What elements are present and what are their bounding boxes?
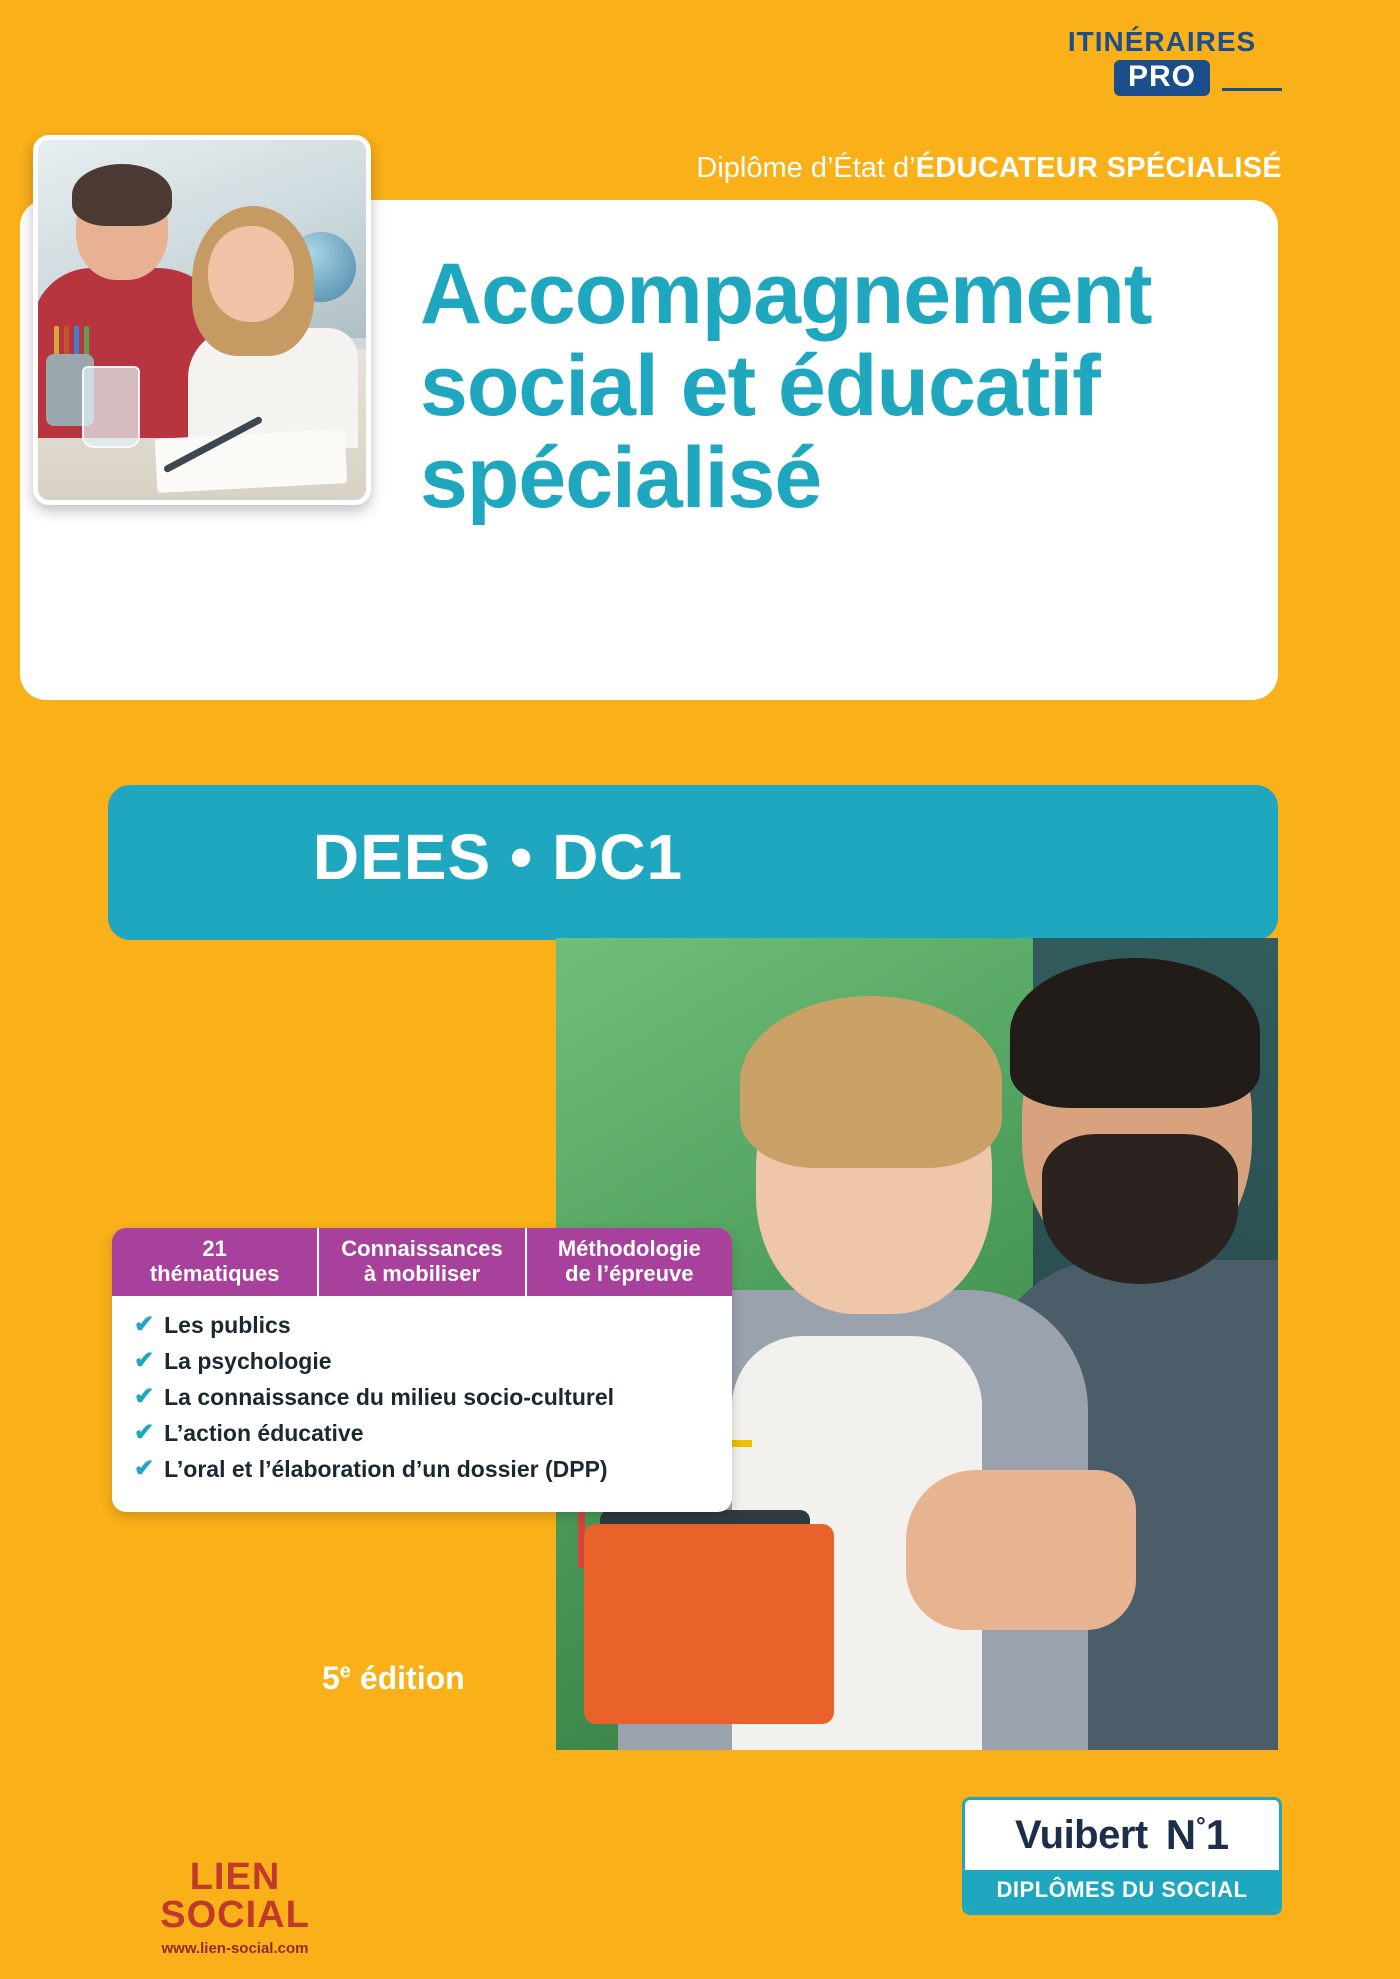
vuibert-badge [962, 1797, 1282, 1915]
feature-header-methodology [525, 1228, 732, 1296]
diploma-line [696, 152, 1282, 185]
child-head [208, 226, 294, 322]
feature-header-methodology-line1: Méthodologie [557, 1236, 701, 1262]
brand-logo [1042, 28, 1282, 96]
educator-beard [1042, 1134, 1238, 1284]
edition-ordinal: e [339, 1660, 351, 1683]
feature-header-methodology-line2: de l’épreuve [565, 1261, 694, 1286]
feature-header-themes-count: 21 [202, 1236, 227, 1262]
vuibert-rank [1166, 1811, 1229, 1859]
list-item [134, 1348, 710, 1375]
lien-social-name: LIEN SOCIAL [160, 1856, 310, 1936]
diploma-prefix: Diplôme d’État d’ [696, 152, 916, 184]
feature-header-knowledge [317, 1228, 524, 1296]
brand-rule-divider [1222, 88, 1282, 91]
device-body [584, 1524, 834, 1724]
lien-social-url[interactable]: www.lien-social.com [161, 1940, 309, 1957]
list-item [134, 1384, 710, 1411]
features-card-body [112, 1296, 732, 1512]
check-icon: ✔ [134, 1419, 155, 1446]
diploma-name: ÉDUCATEUR SPÉCIALISÉ [915, 152, 1282, 184]
check-icon: ✔ [134, 1383, 155, 1410]
vuibert-rank-ordinal: ° [1196, 1813, 1206, 1840]
vuibert-rank-prefix: N [1165, 1811, 1197, 1858]
lien-social-logo[interactable] [120, 1858, 350, 1957]
list-item-label: Les publics [164, 1312, 291, 1338]
list-item-label: L’oral et l’élaboration d’un dossier (DPP) [164, 1456, 608, 1482]
feature-header-themes [112, 1228, 317, 1296]
list-item-label: L’action éducative [164, 1420, 364, 1446]
check-icon: ✔ [134, 1455, 155, 1482]
list-item [134, 1312, 710, 1339]
list-item-label: La psychologie [164, 1348, 332, 1374]
check-icon: ✔ [134, 1311, 155, 1338]
educator-hair [1010, 958, 1260, 1108]
list-item-label: La connaissance du milieu socio-culturel [164, 1384, 615, 1410]
list-item [134, 1420, 710, 1447]
teen-hands [906, 1470, 1136, 1630]
edition-word: édition [359, 1660, 465, 1696]
brand-line-itineraires: ITINÉRAIRES [1067, 26, 1257, 57]
vuibert-badge-top [965, 1800, 1279, 1870]
list-item [134, 1456, 710, 1483]
vuibert-tagline: DIPLÔMES DU SOCIAL [965, 1870, 1279, 1912]
title-line-1: Accompagnement [420, 246, 1152, 342]
feature-header-themes-label: thématiques [149, 1261, 280, 1286]
edition-label [322, 1660, 465, 1697]
adult-hair [72, 164, 172, 226]
page-title [420, 246, 1300, 527]
features-card-header [112, 1228, 732, 1296]
cover-photo-thumbnail [33, 135, 371, 505]
title-line-2: social et éducatif [420, 338, 1100, 435]
edition-number: 5 [322, 1660, 340, 1696]
check-icon: ✔ [134, 1347, 155, 1374]
water-glass [82, 366, 140, 448]
features-card [112, 1228, 732, 1512]
feature-header-knowledge-line1: Connaissances [341, 1236, 503, 1262]
exam-code-label: DEES • DC1 [312, 821, 684, 893]
vuibert-logo: Vuibert [1014, 1812, 1148, 1857]
feature-header-knowledge-line2: à mobiliser [363, 1261, 481, 1286]
teen-hair [740, 996, 1002, 1168]
vuibert-rank-number: 1 [1205, 1811, 1230, 1858]
brand-line-pro: PRO [1114, 60, 1210, 96]
title-line-3: spécialisé [420, 430, 822, 527]
